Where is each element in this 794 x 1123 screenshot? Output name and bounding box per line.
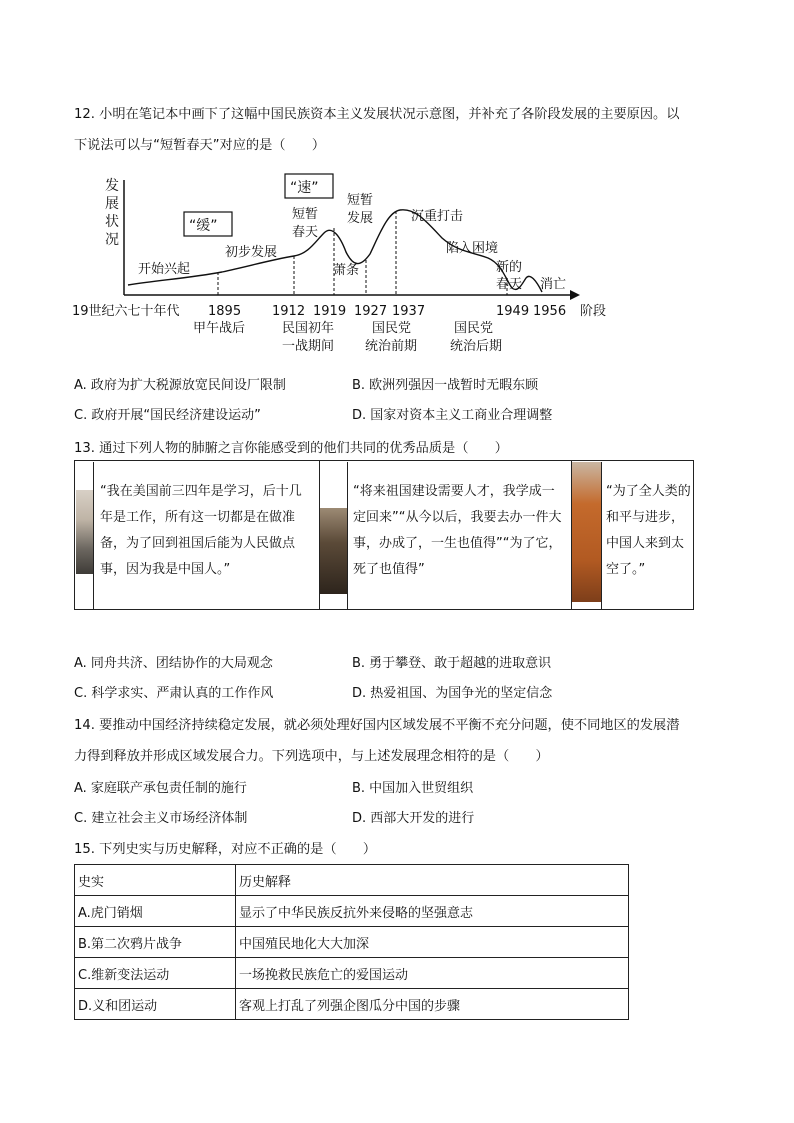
- year-label: 1956: [533, 304, 567, 319]
- q13-option-a[interactable]: A. 同舟共济、团结协作的大局观念: [74, 656, 273, 671]
- period-label: 甲午战后: [193, 321, 246, 336]
- table-row: [75, 927, 629, 958]
- table-cell: C.维新变法运动: [75, 958, 236, 989]
- period-label: 国民党: [372, 321, 412, 336]
- history-table: [74, 864, 629, 1020]
- spring-label-2: 春天: [292, 225, 319, 240]
- q12-option-a[interactable]: A. 政府为扩大税源放宽民间设厂限制: [74, 378, 286, 393]
- table-cell: 客观上打乱了列强企图瓜分中国的步骤: [236, 989, 629, 1020]
- y-label-char: 况: [105, 232, 119, 248]
- q12-stem-line1: 12. 小明在笔记本中画下了这幅中国民族资本主义发展状况示意图，并补充了各阶段发展的主要原因。以: [74, 107, 680, 122]
- year-label: 1937: [392, 304, 426, 319]
- period-label: 国民党: [454, 321, 494, 336]
- portrait-deng-jiaxian: [320, 508, 347, 594]
- depression-label: 萧条: [333, 263, 360, 278]
- q14-stem-line2: 力得到释放并形成区域发展合力。下列选项中，与上述发展理念相符的是（ ）: [74, 749, 549, 764]
- q14-option-a[interactable]: A. 家庭联产承包责任制的施行: [74, 781, 247, 796]
- y-label-char: 展: [105, 196, 119, 212]
- q12-option-c[interactable]: C. 政府开展“国民经济建设运动”: [74, 408, 261, 423]
- table-cell: 中国殖民地化大大加深: [236, 927, 629, 958]
- x-axis-arrow: [570, 290, 580, 300]
- q13-stem: 13. 通过下列人物的肺腑之言你能感受到的他们共同的优秀品质是（ ）: [74, 441, 508, 456]
- slow-label: “缓”: [189, 218, 218, 234]
- portrait-yang-liwei: [572, 462, 601, 602]
- initial-label: 初步发展: [225, 245, 278, 260]
- q12-option-d[interactable]: D. 国家对资本主义工商业合理调整: [352, 408, 553, 423]
- period-label: 一战期间: [282, 339, 335, 354]
- table-row: [75, 989, 629, 1020]
- q13-option-d[interactable]: D. 热爱祖国、为国争光的坚定信念: [352, 686, 553, 701]
- year-label: 1895: [208, 304, 242, 319]
- spring-label-1: 短暂: [292, 207, 319, 222]
- table-row: [75, 896, 629, 927]
- table-cell: 一场挽救民族危亡的爱国运动: [236, 958, 629, 989]
- quote-1: “我在美国前三四年是学习，后十几年是工作，所有这一切都是在做准备，为了回到祖国后能为人民做点事，因为我是中国人。”: [100, 484, 302, 577]
- quote-2: “将来祖国建设需要人才，我学成一定回来”“从今以后，我要去办一件大事，办成了，一生也值得”“为了它，死了也值得”: [353, 484, 562, 577]
- period-label: 统治后期: [450, 339, 503, 354]
- trapped-label: 陷入困境: [446, 241, 499, 256]
- short-dev-label-1: 短暂: [347, 193, 374, 208]
- q14-option-b[interactable]: B. 中国加入世贸组织: [352, 781, 474, 796]
- q13-option-c[interactable]: C. 科学求实、严肃认真的工作作风: [74, 686, 274, 701]
- q13-option-b[interactable]: B. 勇于攀登、敢于超越的进取意识: [352, 656, 552, 671]
- y-label-char: 状: [105, 214, 119, 230]
- q14-stem-line1: 14. 要推动中国经济持续稳定发展，就必须处理好国内区域发展不平衡不充分问题，使不同地区的发展潜: [74, 718, 680, 733]
- x-end-label: 阶段: [580, 304, 607, 319]
- heavy-blow-label: 沉重打击: [411, 209, 464, 224]
- year-label: 1949: [496, 304, 530, 319]
- q14-option-c[interactable]: C. 建立社会主义市场经济体制: [74, 811, 248, 826]
- period-label: 民国初年: [282, 321, 335, 336]
- new-spring-label-2: 春天: [496, 277, 523, 292]
- table-cell: 显示了中华民族反抗外来侵略的坚强意志: [236, 896, 629, 927]
- vanish-label: 消亡: [540, 277, 567, 292]
- portrait-qian-xuesen: [76, 490, 94, 574]
- new-spring-label-1: 新的: [496, 260, 523, 275]
- y-label-char: 发: [105, 178, 119, 194]
- fast-label: “速”: [290, 180, 319, 196]
- period-label: 统治前期: [365, 339, 418, 354]
- q12-stem-line2: 下说法可以与“短暂春天”对应的是（ ）: [74, 138, 326, 153]
- table-cell: D.义和团运动: [75, 989, 236, 1020]
- q14-option-d[interactable]: D. 西部大开发的进行: [352, 811, 475, 826]
- table-header-cell: 历史解释: [236, 865, 629, 896]
- capitalism-development-diagram: [70, 168, 630, 358]
- year-label: 1919: [313, 304, 347, 319]
- q15-stem: 15. 下列史实与历史解释，对应不正确的是（ ）: [74, 842, 377, 857]
- start-label: 开始兴起: [138, 262, 191, 277]
- table-cell: A.虎门销烟: [75, 896, 236, 927]
- table-cell: B.第二次鸦片战争: [75, 927, 236, 958]
- table-header-row: [75, 865, 629, 896]
- table-row: [75, 958, 629, 989]
- short-dev-label-2: 发展: [347, 211, 374, 226]
- origin-label: 19世纪六七十年代: [72, 304, 180, 319]
- quote-3: “为了全人类的和平与进步，中国人来到太空了。”: [606, 484, 691, 577]
- year-label: 1912: [272, 304, 306, 319]
- q12-option-b[interactable]: B. 欧洲列强因一战暂时无暇东顾: [352, 378, 539, 393]
- table-header-cell: 史实: [75, 865, 236, 896]
- year-label: 1927: [354, 304, 388, 319]
